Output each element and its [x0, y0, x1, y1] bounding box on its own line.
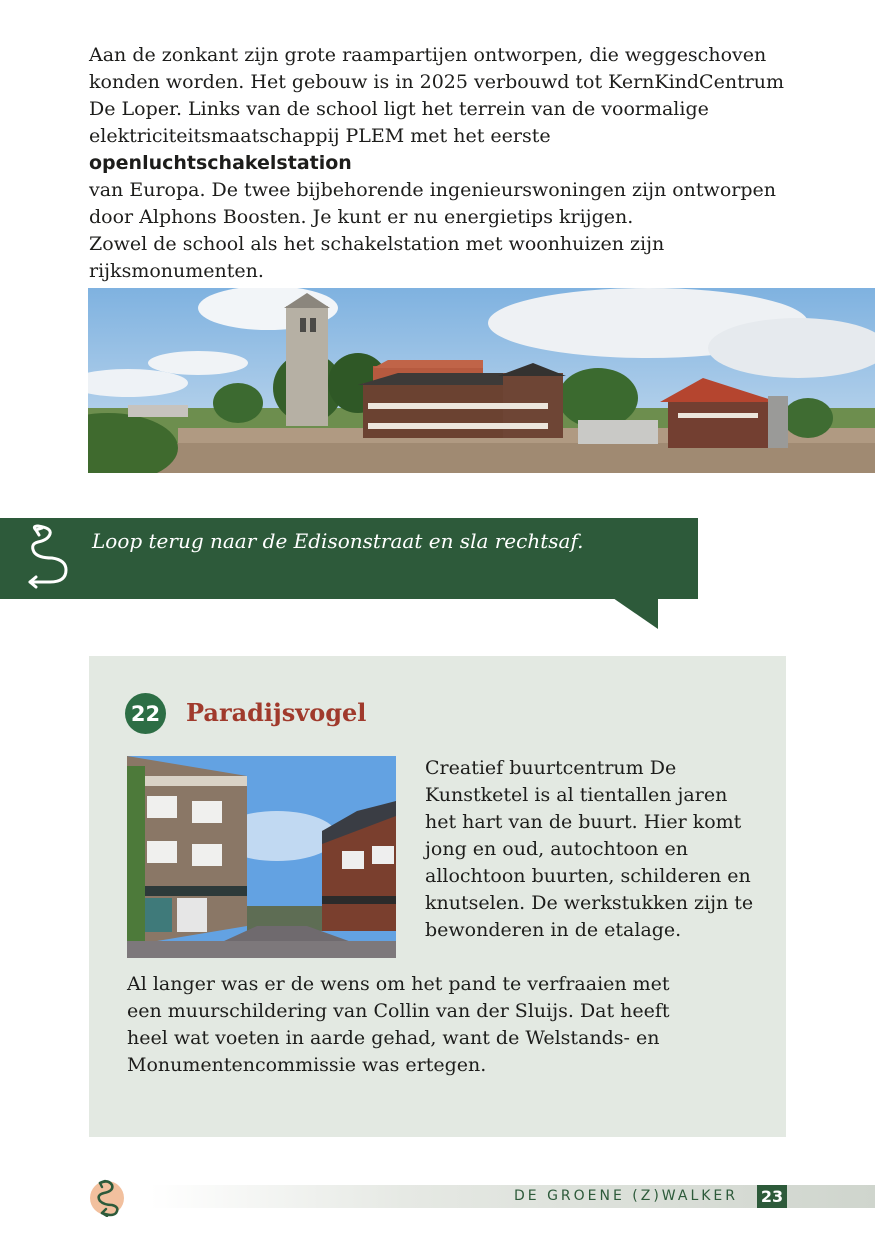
- stop-intro-line: het hart van de buurt. Hier komt: [425, 811, 742, 833]
- intro-line-prefix: elektriciteitsmaatschappij PLEM met het eerste: [89, 125, 551, 147]
- intro-highlight: openluchtschakelstation: [89, 152, 352, 174]
- stop-intro-line: knutselen. De werkstukken zijn te: [425, 892, 754, 914]
- intro-line: [89, 123, 789, 177]
- page-number: 23: [757, 1185, 787, 1208]
- intro-line: De Loper. Links van de school ligt het terrein van de voormalige: [89, 98, 709, 120]
- intro-line: Aan de zonkant zijn grote raampartijen ontworpen, die weggeschoven: [89, 44, 767, 66]
- intro-line: konden worden. Het gebouw is in 2025 verbouwd tot KernKindCentrum: [89, 71, 785, 93]
- stop-body-line: Al langer was er de wens om het pand te verfraaien met: [127, 973, 670, 995]
- route-direction-text: Loop terug naar de Edisonstraat en sla rechtsaf.: [92, 529, 584, 553]
- stop-intro-line: Kunstketel is al tientallen jaren: [425, 784, 728, 806]
- stop-body-line: Monumentencommissie was ertegen.: [127, 1054, 487, 1076]
- intro-line: rijksmonumenten.: [89, 260, 264, 282]
- publication-title: DE GROENE (Z)WALKER: [514, 1188, 739, 1204]
- stop-intro-text: [425, 755, 755, 944]
- stop-intro-line: Creatief buurtcentrum De: [425, 757, 677, 779]
- stop-body-text: [127, 971, 727, 1079]
- walker-logo-icon: [88, 1177, 126, 1217]
- stop-intro-line: allochtoon buurten, schilderen en: [425, 865, 751, 887]
- stop-number-badge: 22: [125, 693, 166, 734]
- walking-route-icon: [22, 524, 72, 590]
- intro-line: door Alphons Boosten. Je kunt er nu energietips krijgen.: [89, 206, 634, 228]
- intro-line: Zowel de school als het schakelstation met woonhuizen zijn: [89, 233, 665, 255]
- kunstketel-street-photo: [127, 756, 396, 958]
- stop-body-line: heel wat voeten in aarde gehad, want de Welstands- en: [127, 1027, 660, 1049]
- stop-intro-line: jong en oud, autochtoon en: [425, 838, 688, 860]
- stop-intro-line: bewonderen in de etalage.: [425, 919, 682, 941]
- intro-line: van Europa. De twee bijbehorende ingenieurswoningen zijn ontworpen: [89, 179, 776, 201]
- intro-text: [89, 42, 789, 285]
- stop-body-line: een muurschildering van Collin van der Sluijs. Dat heeft: [127, 1000, 670, 1022]
- banner-pointer: [613, 598, 658, 629]
- stop-title: Paradijsvogel: [186, 698, 367, 727]
- school-panorama-photo: [88, 288, 875, 473]
